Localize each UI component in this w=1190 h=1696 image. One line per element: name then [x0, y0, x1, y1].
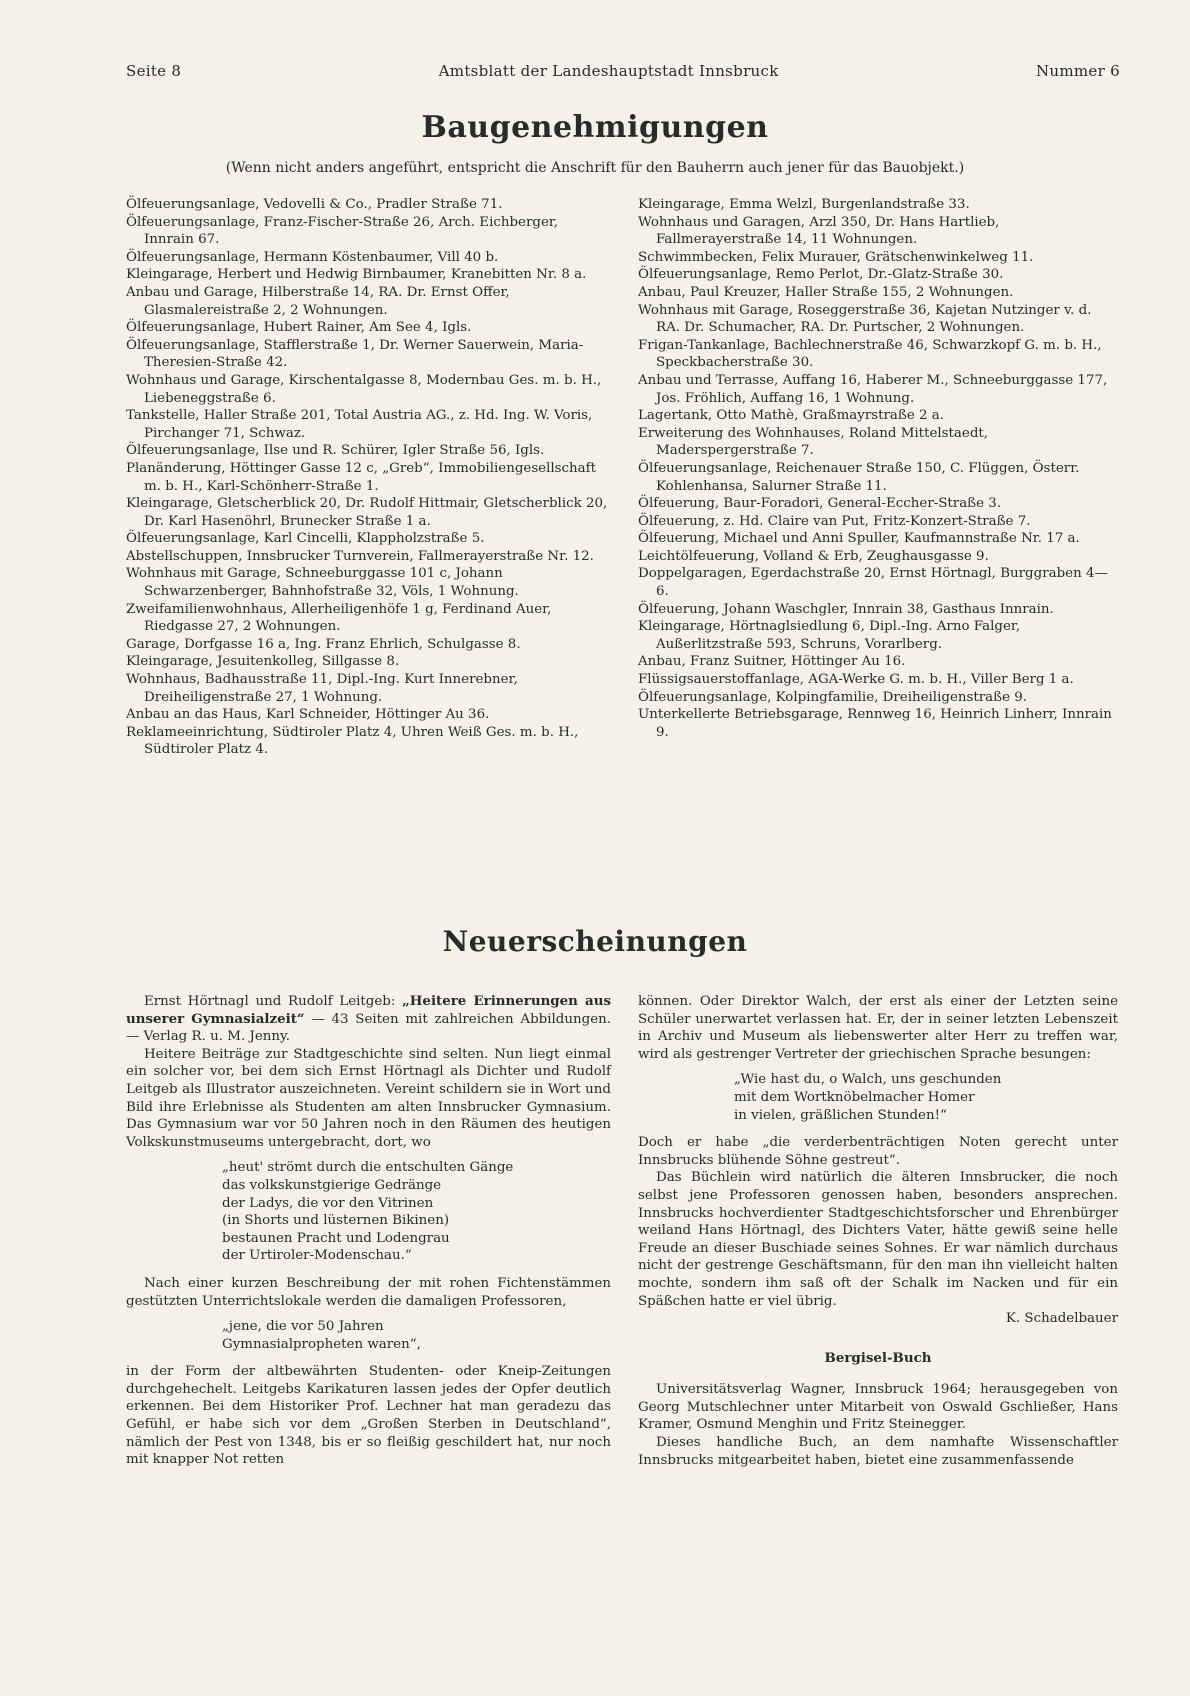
- verse-block-3: [734, 1071, 1118, 1124]
- permit-entry: Unterkellerte Betriebsgarage, Rennweg 16, Heinrich Linherr, Innrain 9.: [638, 707, 1112, 740]
- permits-right-column: [638, 196, 1118, 741]
- permit-entry: Ölfeuerungsanlage, Ilse und R. Schürer, Igler Straße 56, Igls.: [126, 443, 545, 459]
- verse-line: Gymnasialpropheten waren“,: [222, 1336, 421, 1352]
- permit-entry: Ölfeuerungsanlage, Reichenauer Straße 150, C. Flüggen, Österr. Kohlenhansa, Salurner Straße 11.: [638, 460, 1080, 494]
- verse-line: in vielen, gräßlichen Stunden!“: [734, 1107, 947, 1123]
- permit-entry: Anbau und Garage, Hilberstraße 14, RA. Dr. Ernst Offer, Glasmalereistraße 2, 2 Wohnungen.: [126, 284, 510, 318]
- review-publisher: — 43 Seiten mit zahlreichen Abbildungen. — Verlag R. u. M. Jenny.: [126, 1011, 611, 1045]
- permit-entry: Doppelgaragen, Egerdachstraße 20, Ernst Hörtnagl, Burggraben 4—6.: [638, 566, 1108, 600]
- verse-line: das volkskunstgierige Gedränge: [222, 1177, 442, 1193]
- permit-entry: Kleingarage, Gletscherblick 20, Dr. Rudolf Hittmair, Gletscherblick 20, Dr. Karl Hasenöhrl, Brunecker Straße 1 a.: [126, 496, 608, 529]
- verse-line: der Ladys, die vor den Vitrinen: [222, 1195, 434, 1211]
- review-book-title: „Heitere Erinnerungen aus unserer Gymnasialzeit“: [126, 993, 611, 1027]
- permit-entry: Ölfeuerung, Baur-Foradori, General-Eccher-Straße 3.: [638, 496, 1002, 512]
- permit-entry: Zweifamilienwohnhaus, Allerheiligenhöfe 1 g, Ferdinand Auer, Riedgasse 27, 2 Wohnungen.: [126, 601, 552, 635]
- permit-entry: Ölfeuerungsanlage, Kolpingfamilie, Dreiheiligenstraße 9.: [638, 689, 1028, 705]
- review-paragraph: Universitätsverlag Wagner, Innsbruck 1964; herausgegeben von Georg Mutschlechner unter Mitarbeit von Oswald Gschließer, Hans Kramer, Osmund Menghin und Fritz Steinegger.: [638, 1382, 1118, 1433]
- permit-entry: Ölfeuerung, Michael und Anni Spuller, Kaufmannstraße Nr. 17 a.: [638, 531, 1080, 547]
- review-paragraph: Heitere Beiträge zur Stadtgeschichte sind selten. Nun liegt einmal ein solcher vor, bei dem sich Ernst Hörtnagl als Dichter und Rudolf Leitgeb als Illustrator auszeichneten. Vereint schildern sie in Wort und Bild ihre Erlebnisse als Studenten am alten Innsbrucker Gymnasium. Das Gymnasium war vor 50 Jahren noch in den Räumen des heutigen Volkskunstmuseums untergebracht, dort, wo: [126, 1046, 611, 1150]
- permit-entry: Ölfeuerungsanlage, Stafflerstraße 1, Dr. Werner Sauerwein, Maria-Theresien-Straße 42.: [126, 337, 584, 371]
- permit-entry: Ölfeuerung, Johann Waschgler, Innrain 38, Gasthaus Innrain.: [638, 601, 1054, 617]
- verse-line: (in Shorts und lüsternen Bikinen): [222, 1213, 450, 1229]
- permit-entry: Wohnhaus mit Garage, Schneeburggasse 101 c, Johann Schwarzenberger, Bahnhofstraße 32, Völs, 1 Wohnung.: [126, 566, 519, 600]
- permit-entry: Kleingarage, Emma Welzl, Burgenlandstraße 33.: [638, 197, 970, 212]
- permits-left-column: [126, 196, 611, 759]
- permit-entry: Schwimmbecken, Felix Murauer, Grätschenwinkelweg 11.: [638, 249, 1034, 265]
- permit-entry: Frigan-Tankanlage, Bachlechnerstraße 46, Schwarzkopf G. m. b. H., Speckbacherstraße 30.: [638, 337, 1102, 371]
- permit-entry: Wohnhaus, Badhausstraße 11, Dipl.-Ing. Kurt Innerebner, Dreiheiligenstraße 27, 1 Wohnung.: [126, 672, 518, 705]
- permit-entry: Ölfeuerungsanlage, Hubert Rainer, Am See 4, Igls.: [126, 320, 472, 336]
- permit-entry: Anbau an das Haus, Karl Schneider, Höttinger Au 36.: [126, 707, 490, 723]
- permit-entry: Tankstelle, Haller Straße 201, Total Austria AG., z. Hd. Ing. W. Voris, Pirchanger 71, Schwaz.: [126, 408, 593, 441]
- review-paragraph: Das Büchlein wird natürlich die älteren Innsbrucker, die noch selbst jene Professoren genossen haben, besonders ansprechen. Innsbrucks hochverdienter Stadtgeschichtsforscher und Ehrenbürger weiland Hans Hörtnagl, des Dichters Vater, hätte gewiß seine helle Freude an dieser Buschiade seines Sohnes. Er war nämlich durchaus nicht der gestrenge Geschäftsmann, für den man ihn vielleicht halten mochte, sondern ihm saß oft der Schalk im Nacken und für ein Späßchen hatte er viel übrig.: [638, 1170, 1118, 1309]
- permit-entry: Ölfeuerung, z. Hd. Claire van Put, Fritz-Konzert-Straße 7.: [638, 513, 1031, 529]
- permit-entry: Anbau, Franz Suitner, Höttinger Au 16.: [638, 654, 906, 670]
- section-title-neuerscheinungen: Neuerscheinungen: [442, 925, 748, 958]
- subsection-title-bergisel: Bergisel-Buch: [824, 1349, 932, 1366]
- verse-line: der Urtiroler-Modenschau.“: [222, 1248, 412, 1264]
- permit-entry: Garage, Dorfgasse 16 a, Ing. Franz Ehrlich, Schulgasse 8.: [126, 636, 521, 652]
- permit-entry: Kleingarage, Hörtnaglsiedlung 6, Dipl.-Ing. Arno Falger, Außerlitzstraße 593, Schruns, Vorarlberg.: [638, 619, 1021, 652]
- review-paragraph: in der Form der altbewährten Studenten- oder Kneip-Zeitungen durchgehechelt. Leitgebs Karikaturen lassen jedes der Opfer deutlich erkennen. Bei dem Historiker Prof. Lechner hat man geradezu das Gefühl, er habe sich vor dem „Großen Sterben in Deutschland“, nämlich der Pest von 1348, bis er so fleißig geschildert hat, nur noch mit knapper Not retten: [126, 1364, 611, 1468]
- permit-entry: Kleingarage, Jesuitenkolleg, Sillgasse 8.: [126, 654, 400, 670]
- review-paragraph: können. Oder Direktor Walch, der erst als einer der Letzten seine Schüler unerwartet verlassen hat. Er, der in seiner letzten Lebenszeit in Archiv und Museum als liebenswerter alter Herr zu treffen war, wird als gestrenger Vertreter der griechischen Sprache besungen:: [638, 994, 1118, 1062]
- permit-entry: Ölfeuerungsanlage, Hermann Köstenbaumer, Vill 40 b.: [126, 249, 499, 265]
- permit-entry: Ölfeuerungsanlage, Remo Perlot, Dr.-Glatz-Straße 30.: [638, 267, 1004, 283]
- permit-entry: Abstellschuppen, Innsbrucker Turnverein, Fallmerayerstraße Nr. 12.: [126, 548, 594, 564]
- review-signature: K. Schadelbauer: [1005, 1311, 1118, 1327]
- verse-line: „heut' strömt durch die entschulten Gänge: [222, 1160, 514, 1176]
- verse-line: „jene, die vor 50 Jahren: [222, 1319, 384, 1335]
- review-intro: [126, 993, 611, 1046]
- verse-block-1: [222, 1159, 611, 1265]
- verse-line: „Wie hast du, o Walch, uns geschunden: [734, 1072, 1002, 1088]
- permit-entry: Ölfeuerungsanlage, Franz-Fischer-Straße 26, Arch. Eichberger, Innrain 67.: [126, 214, 559, 248]
- review-paragraph: Nach einer kurzen Beschreibung der mit rohen Fichtenstämmen gestützten Unterrichtslokale werden die damaligen Professoren,: [126, 1275, 611, 1309]
- permit-entry: Anbau, Paul Kreuzer, Haller Straße 155, 2 Wohnungen.: [638, 284, 1014, 300]
- review-paragraph: Dieses handliche Buch, an dem namhafte Wissenschaftler Innsbrucks mitgearbeitet haben, bietet eine zusammenfassende: [638, 1435, 1118, 1468]
- permit-entry: Ölfeuerungsanlage, Vedovelli & Co., Pradler Straße 71.: [126, 197, 503, 212]
- verse-block-2: [222, 1318, 611, 1353]
- review-left-column: [126, 993, 611, 1469]
- review-authors: Ernst Hörtnagl und Rudolf Leitgeb:: [144, 994, 403, 1009]
- permit-entry: Wohnhaus mit Garage, Roseggerstraße 36, Kajetan Nutzinger v. d. RA. Dr. Schumacher, RA. Dr. Purtscher, 2 Wohnungen.: [638, 302, 1092, 336]
- review-right-column: [638, 993, 1118, 1469]
- permit-entry: Leichtölfeuerung, Volland & Erb, Zeughausgasse 9.: [638, 548, 989, 564]
- review-paragraph: Doch er habe „die verderbenträchtigen Noten gerecht unter Innsbrucks blühende Söhne gestreut“.: [638, 1135, 1118, 1168]
- permit-entry: Wohnhaus und Garagen, Arzl 350, Dr. Hans Hartlieb, Fallmerayerstraße 14, 11 Wohnungen.: [638, 214, 1000, 248]
- permit-entry: Lagertank, Otto Mathè, Graßmayrstraße 2 a.: [638, 408, 945, 424]
- verse-line: bestaunen Pracht und Lodengrau: [222, 1230, 450, 1246]
- permit-entry: Flüssigsauerstoffanlage, AGA-Werke G. m. b. H., Viller Berg 1 a.: [638, 672, 1074, 688]
- permit-entry: Planänderung, Höttinger Gasse 12 c, „Greb“, Immobiliengesellschaft m. b. H., Karl-Schönherr-Straße 1.: [126, 460, 596, 494]
- page-header: [126, 62, 1120, 80]
- section-note: (Wenn nicht anders angeführt, entspricht die Anschrift für den Bauherrn auch jener für das Bauobjekt.): [225, 160, 965, 176]
- section-title-baugenehmigungen: Baugenehmigungen: [421, 110, 769, 145]
- verse-line: mit dem Wortknöbelmacher Homer: [734, 1089, 975, 1105]
- permit-entry: Anbau und Terrasse, Auffang 16, Haberer M., Schneeburggasse 177, Jos. Fröhlich, Auffang 16, 1 Wohnung.: [638, 372, 1108, 406]
- permit-entry: Erweiterung des Wohnhauses, Roland Mittelstaedt, Maderspergerstraße 7.: [638, 425, 989, 459]
- permit-entry: Kleingarage, Herbert und Hedwig Birnbaumer, Kranebitten Nr. 8 a.: [126, 267, 587, 283]
- permit-entry: Wohnhaus und Garage, Kirschentalgasse 8, Modernbau Ges. m. b. H., Liebeneggstraße 6.: [126, 372, 602, 406]
- page-number: Seite 8: [126, 62, 182, 80]
- permit-entry: Reklameeinrichtung, Südtiroler Platz 4, Uhren Weiß Ges. m. b. H., Südtiroler Platz 4.: [126, 724, 579, 758]
- permit-entry: Ölfeuerungsanlage, Karl Cincelli, Klappholzstraße 5.: [126, 531, 485, 547]
- issue-number: Nummer 6: [1036, 62, 1120, 80]
- publication-title: Amtsblatt der Landeshauptstadt Innsbruck: [438, 62, 779, 80]
